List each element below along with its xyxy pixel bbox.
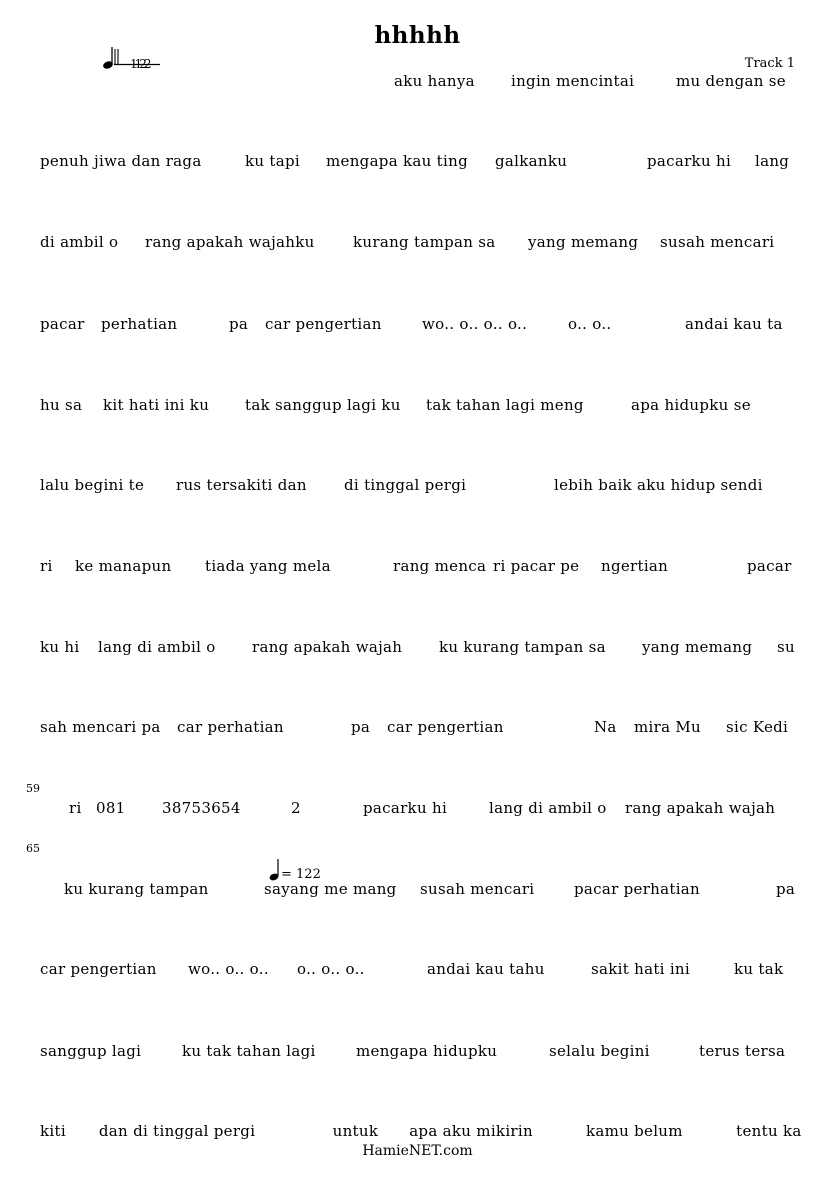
lyric-line — [0, 315, 835, 335]
lyric-syllable: rang menca — [393, 557, 487, 575]
lyric-syllable: sakit hati ini — [591, 960, 690, 978]
lyric-syllable: susah mencari — [660, 233, 775, 251]
lyric-syllable: 081 — [96, 799, 126, 817]
lyric-syllable: ri — [69, 799, 82, 817]
lyric-line — [0, 960, 835, 980]
lyric-syllable: mengapa kau ting — [326, 152, 468, 170]
lyric-syllable: ku tak — [734, 960, 784, 978]
lyric-syllable: ri — [40, 557, 53, 575]
tempo-value: = 122 — [281, 867, 321, 882]
lyric-syllable: galkanku — [495, 152, 568, 170]
lyric-syllable: pacar — [747, 557, 792, 575]
lyric-syllable: ingin mencintai — [511, 72, 635, 90]
lyric-line — [0, 1122, 835, 1142]
lyric-syllable: lalu begini te — [40, 476, 145, 494]
lyric-syllable: pa — [229, 315, 249, 333]
measure-number: 59 — [26, 782, 40, 795]
lyric-syllable: di tinggal pergi — [344, 476, 467, 494]
footer-credit: HamieNET.com — [362, 1143, 473, 1159]
lyric-syllable: o.. o.. — [568, 315, 612, 333]
lyric-line — [0, 72, 835, 92]
lyric-syllable: car pengertian — [387, 718, 504, 736]
lyric-syllable: kurang tampan sa — [353, 233, 496, 251]
lyric-syllable: mengapa hidupku — [356, 1042, 498, 1060]
lyric-line — [0, 799, 835, 819]
lyric-syllable: wo.. o.. o.. — [188, 960, 269, 978]
lyric-syllable: hu sa — [40, 396, 83, 414]
lyric-syllable: lebih baik aku hidup sendi — [554, 476, 763, 494]
tempo-mark — [268, 857, 338, 883]
lyric-line — [0, 152, 835, 172]
lyric-line — [0, 880, 835, 900]
lyric-syllable: lang — [755, 152, 790, 170]
lyric-syllable: terus tersa — [699, 1042, 786, 1060]
lyric-syllable: dan di tinggal pergi — [98, 1122, 256, 1140]
lyric-syllable: kamu belum — [585, 1122, 683, 1140]
lyric-syllable: sanggup lagi — [40, 1042, 142, 1060]
lyric-syllable: aku hanya — [394, 72, 475, 90]
lyric-syllable: sayang me mang — [264, 880, 397, 898]
lyric-syllable: selalu begini — [549, 1042, 650, 1060]
lyric-syllable: pacarku hi — [647, 152, 732, 170]
lyric-syllable: rang apakah wajah — [625, 799, 776, 817]
track-label: Track 1 — [744, 56, 795, 71]
lyric-syllable: car pengertian — [265, 315, 382, 333]
tempo-note-icon — [100, 45, 164, 71]
lyric-syllable: tentu ka — [736, 1122, 802, 1140]
lyric-syllable: sah mencari pa — [40, 718, 161, 736]
lyric-syllable: di ambil o — [40, 233, 119, 251]
lyric-syllable: penuh jiwa dan raga — [40, 152, 202, 170]
lyric-syllable: pa — [351, 718, 371, 736]
lyric-syllable: susah mencari — [420, 880, 535, 898]
lyric-line — [0, 1042, 835, 1062]
lyric-syllable: pacar — [40, 315, 85, 333]
lyric-syllable: andai kau ta — [685, 315, 783, 333]
lyric-syllable: perhatian — [101, 315, 178, 333]
lyric-syllable: pa — [776, 880, 796, 898]
lyric-syllable: tak tahan lagi meng — [426, 396, 584, 414]
lyric-syllable: wo.. o.. o.. o.. — [422, 315, 528, 333]
lyric-syllable: sic Kedi — [726, 718, 789, 736]
lyric-syllable: mira Mu — [634, 718, 702, 736]
lyric-line — [0, 557, 835, 577]
lyric-line — [0, 638, 835, 658]
lyric-syllable: ngertian — [601, 557, 669, 575]
lyric-line — [0, 476, 835, 496]
lyric-syllable: Na — [594, 718, 617, 736]
lyric-syllable: tak sanggup lagi ku — [245, 396, 401, 414]
lyric-line — [0, 396, 835, 416]
lyric-syllable: mu dengan se — [676, 72, 786, 90]
lyric-syllable: yang memang — [642, 638, 753, 656]
lyric-syllable: apa aku mikirin — [409, 1122, 533, 1140]
lyric-syllable: 2 — [291, 799, 301, 817]
lyric-syllable: kiti — [40, 1122, 66, 1140]
lyric-syllable: ku tapi — [245, 152, 300, 170]
page-title: hhhhh — [374, 22, 461, 49]
lyric-syllable: ku kurang tampan — [64, 880, 209, 898]
lyric-syllable: rang apakah wajah — [252, 638, 403, 656]
lyric-syllable: ri pacar pe — [493, 557, 580, 575]
lyric-syllable: car pengertian — [40, 960, 157, 978]
lyric-syllable: yang memang — [528, 233, 639, 251]
lyric-syllable: ku hi — [40, 638, 80, 656]
lyric-syllable: ku tak tahan lagi — [182, 1042, 316, 1060]
lyric-syllable: rang apakah wajahku — [145, 233, 315, 251]
lyric-syllable: su — [777, 638, 795, 656]
lyric-syllable: pacarku hi — [363, 799, 448, 817]
lyric-syllable: untuk — [332, 1122, 379, 1140]
lyric-syllable: kit hati ini ku — [103, 396, 210, 414]
lyric-syllable: lang di ambil o — [98, 638, 216, 656]
measure-number: 65 — [26, 842, 40, 855]
lyric-syllable: pacar perhatian — [574, 880, 701, 898]
quarter-note-icon — [268, 857, 282, 883]
lyric-line — [0, 233, 835, 253]
lyric-syllable: ke manapun — [75, 557, 172, 575]
lyric-syllable: ku kurang tampan sa — [439, 638, 606, 656]
lyric-syllable: car perhatian — [177, 718, 284, 736]
lyric-syllable: apa hidupku se — [631, 396, 751, 414]
lyric-line — [0, 718, 835, 738]
lyric-syllable: tiada yang mela — [205, 557, 331, 575]
lyric-syllable: 38753654 — [162, 799, 241, 817]
lyric-syllable: o.. o.. o.. — [297, 960, 365, 978]
svg-text:1122: 1122 — [130, 57, 149, 71]
lyric-syllable: rus tersakiti dan — [176, 476, 307, 494]
lyric-syllable: lang di ambil o — [489, 799, 607, 817]
lyric-syllable: andai kau tahu — [427, 960, 545, 978]
